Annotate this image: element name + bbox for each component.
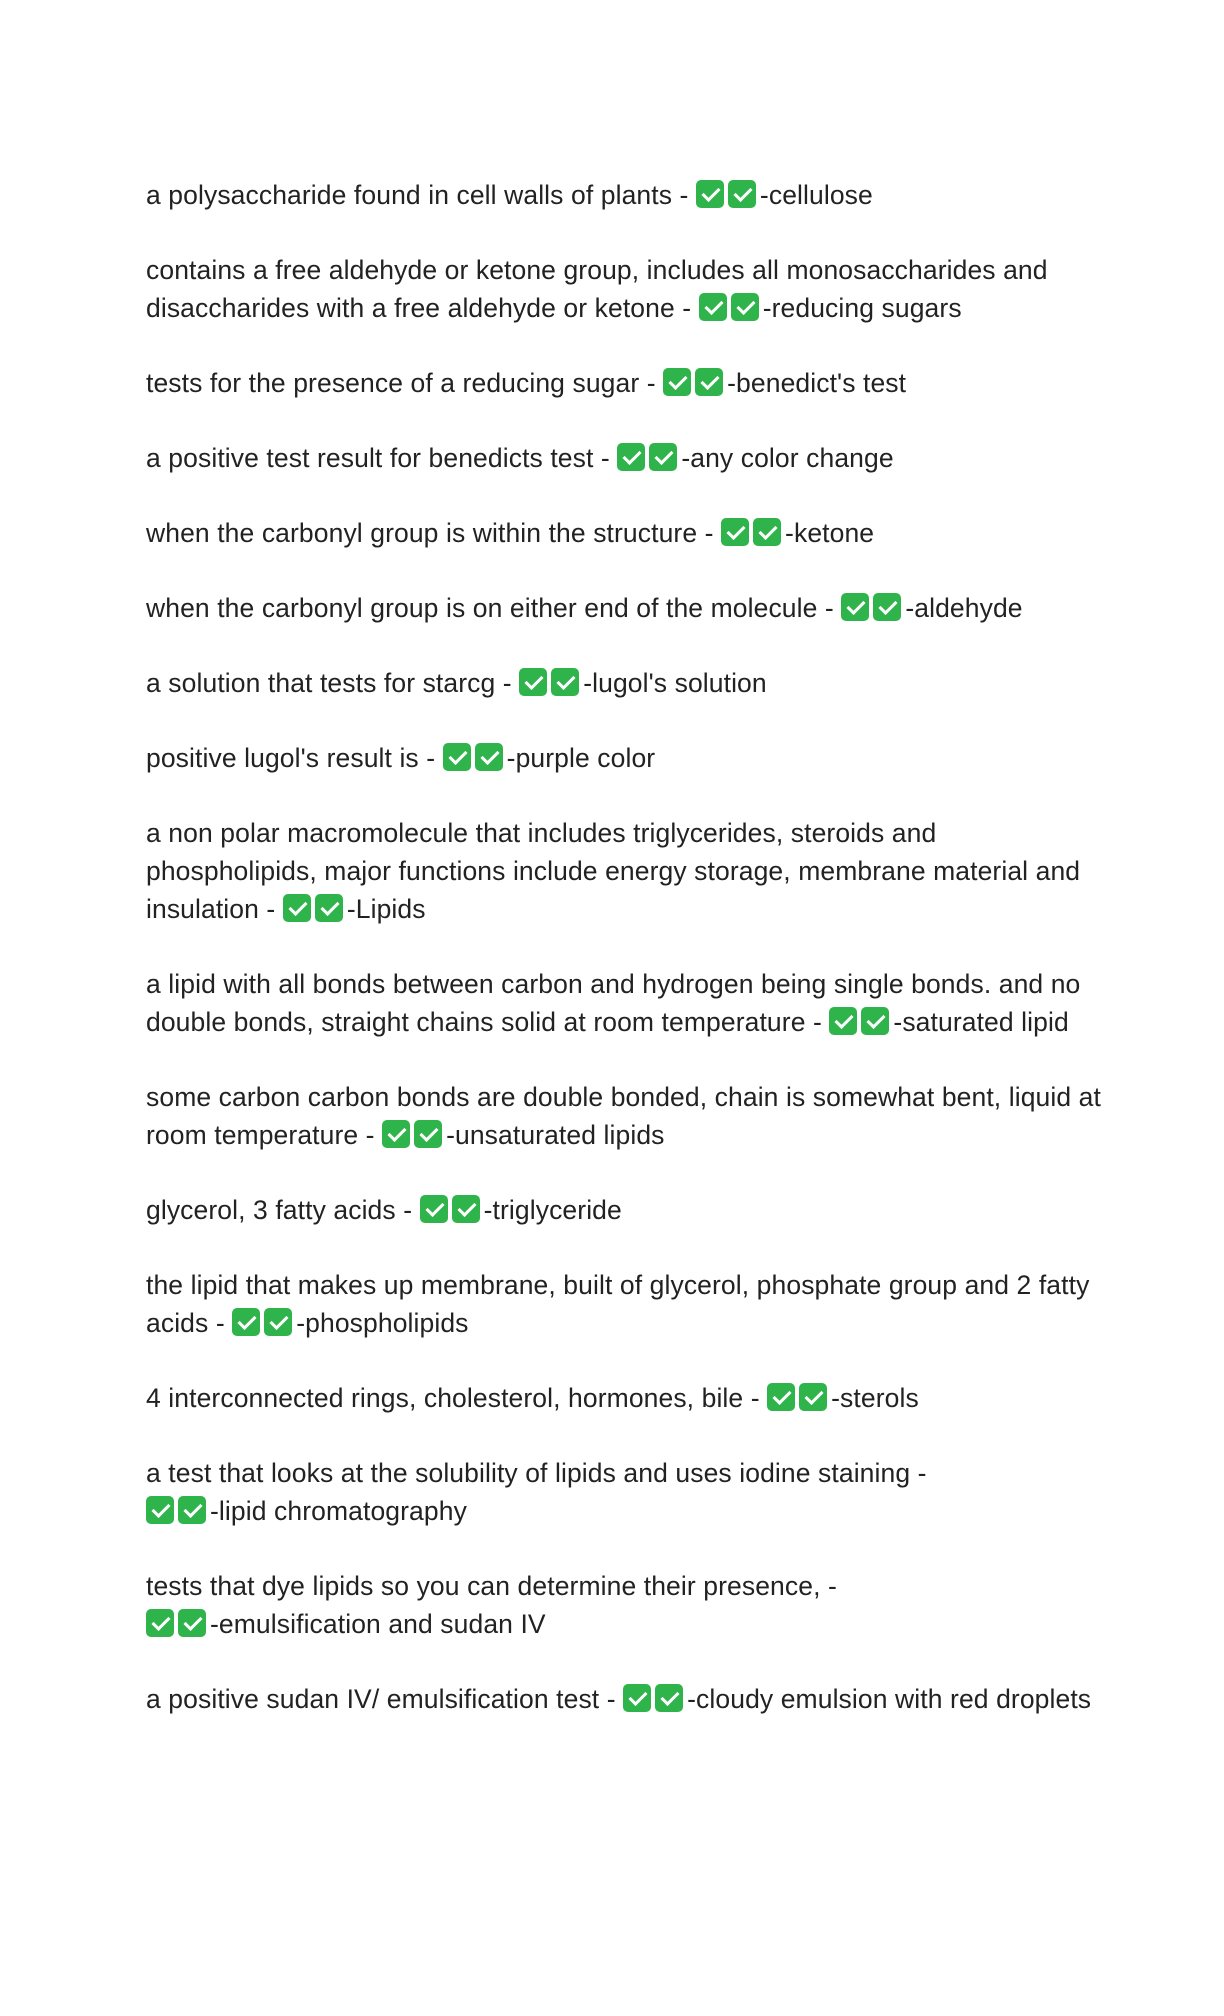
check-mark-icon: [475, 743, 503, 771]
flashcard-document: [146, 176, 1106, 1755]
question-text: tests that dye lipids so you can determine their presence, -: [146, 1571, 837, 1601]
answer-text: -cloudy emulsion with red droplets: [687, 1684, 1092, 1714]
flashcard-entry: [146, 251, 1106, 327]
check-marks: [382, 1116, 664, 1154]
answer-text: -triglyceride: [483, 1195, 622, 1225]
check-mark-icon: [623, 1684, 651, 1712]
check-marks: [617, 439, 893, 477]
answer-text: -saturated lipid: [893, 1007, 1069, 1037]
check-mark-icon: [699, 293, 727, 321]
check-marks: [721, 514, 874, 552]
flashcard-entry: [146, 1191, 1106, 1229]
check-mark-icon: [731, 293, 759, 321]
check-mark-icon: [696, 180, 724, 208]
check-marks: [443, 739, 656, 777]
check-mark-icon: [414, 1120, 442, 1148]
answer-text: -any color change: [681, 443, 894, 473]
check-mark-icon: [663, 368, 691, 396]
check-mark-icon: [232, 1308, 260, 1336]
flashcard-entry: [146, 1454, 1106, 1530]
check-marks: [696, 176, 873, 214]
check-marks: [519, 664, 767, 702]
question-text: glycerol, 3 fatty acids -: [146, 1195, 413, 1225]
answer-text: -lipid chromatography: [210, 1496, 467, 1526]
flashcard-entry: [146, 1266, 1106, 1342]
question-text: a non polar macromolecule that includes triglycerides, steroids and phospholipids, major functions include energy storage, membrane material and insulation -: [146, 818, 1081, 924]
check-mark-icon: [841, 593, 869, 621]
check-mark-icon: [283, 894, 311, 922]
check-marks: [420, 1191, 622, 1229]
question-text: some carbon carbon bonds are double bonded, chain is somewhat bent, liquid at room temperature -: [146, 1082, 1101, 1150]
check-marks: [663, 364, 906, 402]
check-mark-icon: [452, 1195, 480, 1223]
check-marks: [146, 1605, 546, 1643]
check-marks: [283, 890, 426, 928]
flashcard-entry: [146, 1379, 1106, 1417]
check-marks: [146, 1492, 467, 1530]
flashcard-entry: [146, 589, 1106, 627]
check-mark-icon: [264, 1308, 292, 1336]
flashcard-entry: [146, 1567, 1106, 1643]
question-text: positive lugol's result is -: [146, 743, 436, 773]
answer-text: -cellulose: [759, 180, 873, 210]
answer-text: -Lipids: [346, 894, 426, 924]
answer-text: -emulsification and sudan IV: [210, 1609, 546, 1639]
flashcard-entry: [146, 965, 1106, 1041]
answer-text: -lugol's solution: [583, 668, 767, 698]
question-text: when the carbonyl group is within the structure -: [146, 518, 714, 548]
check-mark-icon: [146, 1609, 174, 1637]
check-mark-icon: [873, 593, 901, 621]
flashcard-entry: [146, 664, 1106, 702]
check-marks: [699, 289, 962, 327]
check-marks: [829, 1003, 1068, 1041]
check-mark-icon: [178, 1496, 206, 1524]
check-mark-icon: [829, 1007, 857, 1035]
flashcard-entry: [146, 439, 1106, 477]
question-text: 4 interconnected rings, cholesterol, hormones, bile -: [146, 1383, 760, 1413]
check-mark-icon: [420, 1195, 448, 1223]
check-marks: [232, 1304, 468, 1342]
question-text: a lipid with all bonds between carbon and hydrogen being single bonds. and no double bonds, straight chains solid at room temperature -: [146, 969, 1081, 1037]
check-mark-icon: [649, 443, 677, 471]
check-mark-icon: [382, 1120, 410, 1148]
answer-text: -phospholipids: [296, 1308, 469, 1338]
flashcard-entry: [146, 176, 1106, 214]
answer-text: -aldehyde: [905, 593, 1023, 623]
check-mark-icon: [767, 1383, 795, 1411]
flashcard-entry: [146, 739, 1106, 777]
check-mark-icon: [861, 1007, 889, 1035]
flashcard-entry: [146, 364, 1106, 402]
flashcard-entry: [146, 1680, 1106, 1718]
flashcard-entry: [146, 514, 1106, 552]
check-mark-icon: [728, 180, 756, 208]
check-mark-icon: [655, 1684, 683, 1712]
check-mark-icon: [799, 1383, 827, 1411]
question-text: when the carbonyl group is on either end of the molecule -: [146, 593, 834, 623]
check-mark-icon: [146, 1496, 174, 1524]
question-text: contains a free aldehyde or ketone group, includes all monosaccharides and disaccharides with a free aldehyde or ketone -: [146, 255, 1048, 323]
flashcard-entry: [146, 1078, 1106, 1154]
question-text: a polysaccharide found in cell walls of plants -: [146, 180, 689, 210]
check-mark-icon: [519, 668, 547, 696]
answer-text: -sterols: [831, 1383, 919, 1413]
flashcard-entry: [146, 814, 1106, 928]
question-text: tests for the presence of a reducing sugar -: [146, 368, 656, 398]
check-marks: [841, 589, 1022, 627]
check-mark-icon: [617, 443, 645, 471]
answer-text: -purple color: [506, 743, 656, 773]
answer-text: -ketone: [785, 518, 875, 548]
check-mark-icon: [695, 368, 723, 396]
check-mark-icon: [753, 518, 781, 546]
check-marks: [767, 1379, 919, 1417]
check-mark-icon: [315, 894, 343, 922]
answer-text: -reducing sugars: [762, 293, 962, 323]
answer-text: -unsaturated lipids: [446, 1120, 665, 1150]
check-mark-icon: [721, 518, 749, 546]
check-mark-icon: [551, 668, 579, 696]
question-text: the lipid that makes up membrane, built of glycerol, phosphate group and 2 fatty acids -: [146, 1270, 1090, 1338]
question-text: a positive test result for benedicts test -: [146, 443, 610, 473]
question-text: a positive sudan IV/ emulsification test -: [146, 1684, 616, 1714]
question-text: a test that looks at the solubility of lipids and uses iodine staining -: [146, 1458, 927, 1488]
question-text: a solution that tests for starcg -: [146, 668, 512, 698]
check-mark-icon: [443, 743, 471, 771]
check-mark-icon: [178, 1609, 206, 1637]
answer-text: -benedict's test: [727, 368, 907, 398]
